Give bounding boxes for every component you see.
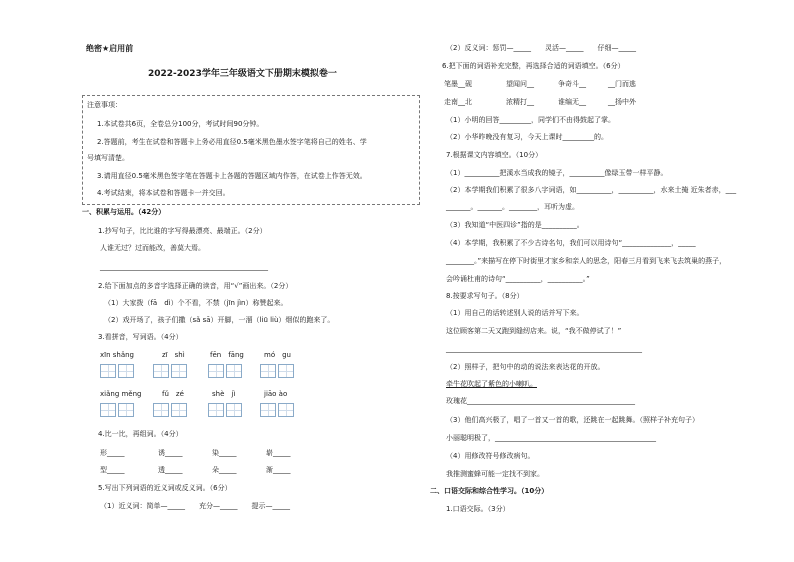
grid-cell[interactable] (278, 364, 294, 378)
character-grid[interactable] (100, 364, 140, 380)
q5-antonyms[interactable]: （2）反义词：惩罚—_____ 灵活—_____ 仔细—_____ (446, 44, 636, 52)
q7-item[interactable]: ________。”来描写在停下时街里才家乡和亲人的思念，阳春三月看到飞来飞去筑巢的燕子， (446, 257, 727, 265)
pinyin-label: jiāo ào (264, 390, 288, 398)
q8-prompt: 8.按要求写句子。（8分） (446, 292, 524, 300)
character-grid[interactable] (260, 364, 300, 380)
q8-answer-line[interactable]: ________________________________________________________ (446, 345, 642, 353)
compare-word[interactable]: 透_____ (158, 466, 183, 474)
q7-item[interactable]: （1）__________把溪水当成我的镜子，__________像绿玉带一样平静。 (446, 169, 668, 177)
idiom-blank[interactable]: __扬中外 (608, 98, 636, 106)
grid-cell[interactable] (100, 403, 116, 417)
grid-cell[interactable] (171, 403, 187, 417)
q5-prompt: 5.写出下列词语的近义词或反义词。（6分） (98, 484, 232, 492)
grid-cell[interactable] (260, 403, 276, 417)
q8-item: （2）照样子，把句中的动的说法来表达花的开放。 (446, 363, 605, 371)
idiom-blank[interactable]: 谁编无__ (558, 98, 586, 106)
notice-item: 2.答题前，考生在试卷和答题卡上务必用直径0.5毫米黑色墨水签字笔将自己的姓名、学 (97, 138, 367, 146)
q2-prompt: 2.给下面加点的多音字选择正确的读音，用“√”画出来。（2分） (98, 282, 293, 290)
notice-item: 3.请用直径0.5毫米黑色签字笔在答题卡上各题的答题区域内作答，在试卷上作答无效。 (97, 172, 367, 180)
grid-cell[interactable] (153, 403, 169, 417)
section2-q1: 1.口语交际。（3分） (446, 505, 510, 513)
compare-word[interactable]: 渐_____ (266, 466, 291, 474)
q1-prompt: 1.抄写句子，比比谁的字写得最漂亮、最端正。（2分） (98, 227, 267, 235)
q6-item[interactable]: （1）小明的回答_________，同学们不由得鼓起了掌。 (446, 116, 615, 124)
grid-cell[interactable] (226, 403, 242, 417)
compare-word[interactable]: 崭_____ (266, 449, 291, 457)
pinyin-label: shè jì (212, 390, 236, 398)
pinyin-label: xiǎng měng (100, 390, 142, 398)
pinyin-label: fēn fāng (210, 351, 244, 359)
q8-item: （3）他们高兴极了，唱了一首又一首的歌，还跳在一起跳舞。（照样子补充句子） (446, 416, 699, 424)
q7-item[interactable]: （4）本学期，我积累了不少古诗名句，我们可以用诗句“______________，_____ (446, 239, 696, 247)
exam-title: 2022-2023学年三年级语文下册期末模拟卷一 (148, 69, 337, 79)
grid-cell[interactable] (100, 364, 116, 378)
q7-prompt: 7.根据课文内容填空。（10分） (446, 151, 543, 159)
compare-word[interactable]: 诱_____ (158, 449, 183, 457)
grid-cell[interactable] (208, 364, 224, 378)
idiom-blank[interactable]: 争奇斗__ (558, 80, 586, 88)
grid-cell[interactable] (260, 364, 276, 378)
section1-heading: 一、积累与运用。（42分） (82, 208, 166, 216)
pinyin-label: zī shì (162, 351, 185, 359)
compare-word[interactable]: 形_____ (100, 449, 125, 457)
grid-cell[interactable] (171, 364, 187, 378)
q8-answer-line[interactable]: 小丽聪明极了，______________________________________________ (446, 434, 656, 442)
q8-example: 牵牛花吹起了紫色的小喇叭。 (446, 380, 537, 388)
notice-box (82, 95, 420, 205)
q2-item: （2）戏开场了，孩子们撒（sǎ sā）开脚，一溜（liū liù）烟似的跑来了。 (104, 316, 335, 324)
q5-synonyms[interactable]: （1）近义词：简单—_____ 充分—_____ 提示—_____ (100, 502, 290, 510)
notice-heading: 注意事项： (87, 101, 122, 109)
idiom-blank[interactable]: 望闻问__ (506, 80, 534, 88)
q8-answer-line[interactable]: 玫瑰花________________________________________________ (446, 397, 635, 405)
pinyin-label: mó gu (264, 351, 291, 359)
q6-item[interactable]: （2）小华昨晚没有复习，今天上课时_________的。 (446, 133, 608, 141)
compare-word[interactable]: 朵_____ (212, 466, 237, 474)
q8-item[interactable]: 我推测蜜蜂可能一定找不到家。 (446, 470, 544, 478)
idiom-blank[interactable]: __门而逃 (608, 80, 636, 88)
q1-sentence: 人谁无过？过而能改，善莫大焉。 (100, 244, 205, 252)
pinyin-label: fǔ zé (162, 390, 184, 398)
grid-cell[interactable] (118, 403, 134, 417)
notice-item: 1.本试卷共6页，全卷总分100分，考试时间90分钟。 (97, 120, 264, 128)
q3-prompt: 3.看拼音，写词语。（4分） (98, 333, 183, 341)
compare-word[interactable]: 染_____ (212, 449, 237, 457)
grid-cell[interactable] (118, 364, 134, 378)
character-grid[interactable] (100, 403, 140, 419)
q7-item[interactable]: 会吟诵杜甫的诗句“__________，__________。” (446, 275, 590, 283)
grid-cell[interactable] (226, 364, 242, 378)
q8-item: 这位顾客第二天又跑到缝纫店来。说，“我不做停试了！” (446, 327, 622, 335)
notice-item: 4.考试结束，将本试卷和答题卡一并交回。 (97, 189, 230, 197)
q6-prompt: 6.把下面的词语补充完整，再选择合适的词语填空。（6分） (442, 62, 625, 70)
q8-item: （4）用修改符号修改病句。 (446, 452, 535, 460)
character-grid[interactable] (260, 403, 300, 419)
q7-item[interactable]: （3）我知道“中医四诊”指的是__________。 (446, 221, 584, 229)
idiom-blank[interactable]: 笔墨__砚 (444, 80, 472, 88)
grid-cell[interactable] (208, 403, 224, 417)
q4-prompt: 4.比一比，再组词。（4分） (98, 430, 183, 438)
grid-cell[interactable] (278, 403, 294, 417)
compare-word[interactable]: 型_____ (100, 466, 125, 474)
q7-item[interactable]: _______。_______。________，耳听为虚。 (446, 203, 579, 211)
grid-cell[interactable] (153, 364, 169, 378)
q7-item[interactable]: （2）本学期我们积累了很多八字词语，如__________，__________，水来土掩 近朱者赤，___ (446, 186, 737, 194)
section2-heading: 二、口语交际和综合性学习。（10分） (430, 487, 549, 495)
pinyin-label: xīn shǎng (100, 351, 135, 359)
q2-item: （1）大家拨（fā dì）个不看，不禁（jīn jìn）称赞起来。 (104, 299, 288, 307)
character-grid[interactable] (208, 364, 248, 380)
character-grid[interactable] (153, 364, 193, 380)
right-column (420, 0, 794, 562)
q8-item: （1）用自己的话转述别人说的话并写下来。 (446, 309, 584, 317)
secret-label: 绝密★启用前 (86, 44, 134, 53)
character-grid[interactable] (153, 403, 193, 419)
idiom-blank[interactable]: 浓精打__ (506, 98, 534, 106)
q1-answer-line[interactable]: ________________________________________________ (100, 263, 268, 271)
idiom-blank[interactable]: 走南__北 (444, 98, 472, 106)
notice-item: 号填写清楚。 (87, 154, 129, 162)
character-grid[interactable] (208, 403, 248, 419)
